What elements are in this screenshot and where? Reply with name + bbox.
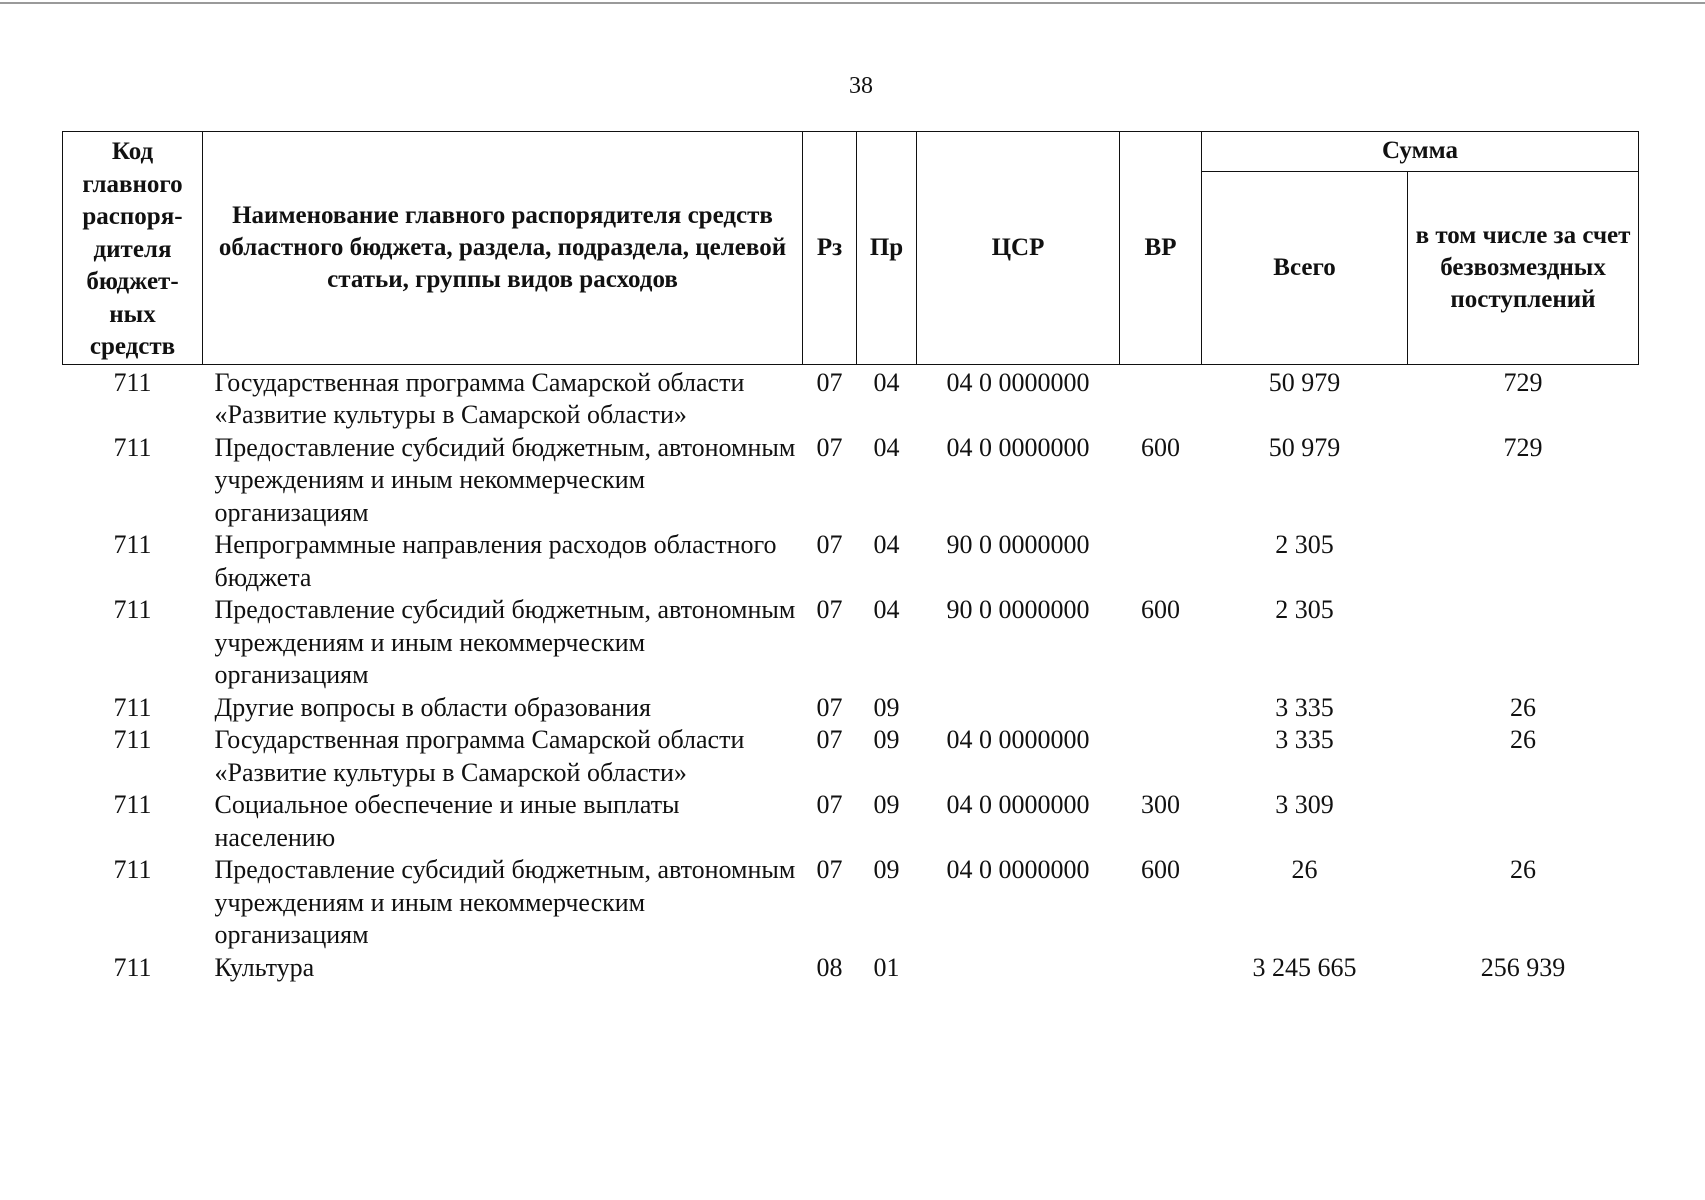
cell-name: Предоставление субсидий бюджетным, автономным учреждениям и иным некоммерческим организациям <box>214 432 796 527</box>
header-code: Код главного распоря-дителя бюджет-ных средств <box>63 132 203 365</box>
cell-vr <box>1120 364 1202 432</box>
header-name: Наименование главного распорядителя средств областного бюджета, раздела, подраздела, целевой статьи, группы видов расходов <box>203 132 803 365</box>
table-row <box>63 692 1639 725</box>
cell-total: 50 979 <box>1268 367 1341 397</box>
table-row <box>63 529 1639 594</box>
cell-vr <box>1120 529 1202 594</box>
cell-pr: 09 <box>873 790 900 819</box>
cell-vr: 300 <box>1141 790 1180 819</box>
table-row <box>63 364 1639 432</box>
header-csr: ЦСР <box>917 132 1120 365</box>
cell-total: 3 309 <box>1275 790 1334 819</box>
cell-pr: 04 <box>873 595 900 624</box>
cell-name: Культура <box>214 952 315 982</box>
cell-vr: 600 <box>1141 595 1180 624</box>
cell-code: 711 <box>113 595 152 624</box>
cell-free: 26 <box>1510 725 1536 754</box>
cell-rz: 07 <box>816 432 843 462</box>
cell-code: 711 <box>113 692 152 722</box>
header-free: в том числе за счет безвозмездных поступлений <box>1408 171 1639 364</box>
cell-name: Социальное обеспечение и иные выплаты населению <box>214 790 680 852</box>
cell-csr <box>917 692 1120 725</box>
header-pr: Пр <box>857 132 917 365</box>
cell-pr: 01 <box>873 952 900 982</box>
cell-name: Предоставление субсидий бюджетным, автономным учреждениям и иным некоммерческим организациям <box>214 855 796 949</box>
table-row <box>63 952 1639 985</box>
cell-pr: 04 <box>873 432 900 462</box>
cell-vr <box>1120 724 1202 789</box>
table-row <box>63 432 1639 530</box>
cell-total: 50 979 <box>1268 432 1341 462</box>
table-row <box>63 724 1639 789</box>
cell-csr: 90 0 0000000 <box>946 530 1090 559</box>
cell-csr: 04 0 0000000 <box>946 725 1090 754</box>
cell-csr: 04 0 0000000 <box>946 367 1090 397</box>
cell-free: 256 939 <box>1480 952 1566 982</box>
cell-total-value: 26 <box>1291 855 1318 884</box>
cell-pr: 04 <box>873 530 900 559</box>
cell-name: Государственная программа Самарской области «Развитие культуры в Самарской области» <box>214 725 745 787</box>
table-row <box>63 854 1639 952</box>
cell-rz: 07 <box>816 725 843 754</box>
header-sum: Сумма <box>1202 132 1639 172</box>
table-header <box>63 132 1639 365</box>
header-rz: Рз <box>803 132 857 365</box>
cell-vr: 600 <box>1141 432 1180 462</box>
cell-pr: 09 <box>873 692 900 722</box>
cell-total: 3 335 <box>1275 692 1334 722</box>
cell-csr <box>917 952 1120 985</box>
table-row <box>63 789 1639 854</box>
cell-rz: 07 <box>816 595 843 624</box>
header-vr: ВР <box>1120 132 1202 365</box>
cell-code: 711 <box>113 432 152 462</box>
cell-name: Другие вопросы в области образования <box>214 692 652 722</box>
cell-csr: 04 0 0000000 <box>946 855 1090 884</box>
cell-total: 3 335 <box>1275 725 1334 754</box>
cell-total: 2 305 <box>1275 595 1334 624</box>
top-border-line <box>0 2 1705 4</box>
cell-total <box>1202 854 1408 952</box>
cell-free: 729 <box>1503 432 1543 462</box>
cell-code: 711 <box>113 530 152 559</box>
cell-rz: 07 <box>816 530 843 559</box>
cell-pr: 09 <box>873 855 900 884</box>
cell-code: 711 <box>113 855 152 884</box>
cell-vr: 600 <box>1141 855 1180 884</box>
cell-pr: 04 <box>873 367 900 397</box>
cell-pr: 09 <box>873 725 900 754</box>
cell-code: 711 <box>113 952 152 982</box>
cell-name: Государственная программа Самарской области «Развитие культуры в Самарской области» <box>214 367 745 429</box>
cell-rz: 07 <box>816 692 843 722</box>
cell-code: 711 <box>113 725 152 754</box>
cell-csr: 04 0 0000000 <box>946 790 1090 819</box>
cell-free <box>1408 594 1639 692</box>
cell-free <box>1408 789 1639 854</box>
cell-free <box>1408 529 1639 594</box>
cell-vr <box>1120 952 1202 985</box>
table-body <box>63 364 1639 984</box>
budget-table <box>62 131 1639 984</box>
cell-free: 26 <box>1510 855 1536 884</box>
cell-free: 729 <box>1503 367 1543 397</box>
cell-csr: 90 0 0000000 <box>946 595 1090 624</box>
cell-rz: 07 <box>816 855 843 884</box>
cell-vr <box>1120 692 1202 725</box>
header-total: Всего <box>1202 171 1408 364</box>
cell-rz: 07 <box>816 367 843 397</box>
cell-name: Непрограммные направления расходов областного бюджета <box>214 530 777 592</box>
cell-code: 711 <box>113 367 152 397</box>
cell-free: 26 <box>1510 692 1536 722</box>
page-number: 38 <box>849 73 873 99</box>
cell-rz: 07 <box>816 790 843 819</box>
table-row <box>63 594 1639 692</box>
cell-total: 2 305 <box>1275 530 1334 559</box>
cell-csr: 04 0 0000000 <box>946 432 1090 462</box>
cell-rz: 08 <box>816 952 843 982</box>
cell-code: 711 <box>113 790 152 819</box>
cell-total: 3 245 665 <box>1252 952 1357 982</box>
cell-name: Предоставление субсидий бюджетным, автономным учреждениям и иным некоммерческим организациям <box>214 595 796 689</box>
